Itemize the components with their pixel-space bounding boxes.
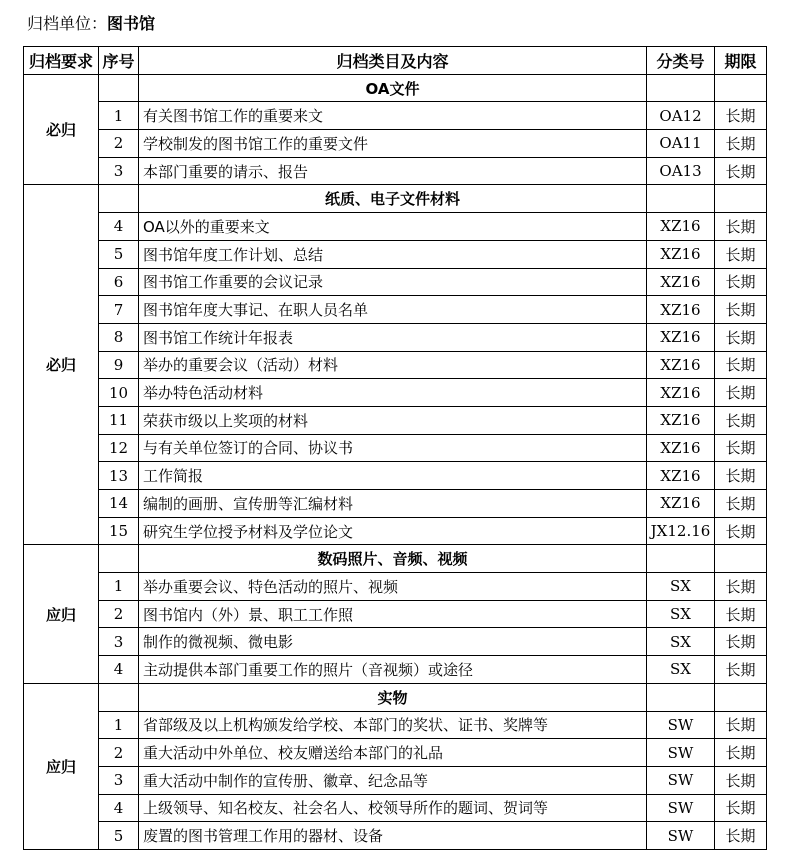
row-class-code: SW	[647, 822, 715, 850]
row-period: 长期	[715, 379, 767, 407]
table-row	[24, 213, 767, 241]
row-number: 10	[99, 379, 139, 407]
row-number: 2	[99, 600, 139, 628]
row-period: 长期	[715, 766, 767, 794]
row-number: 1	[99, 711, 139, 739]
row-number: 4	[99, 656, 139, 684]
empty-cell	[715, 683, 767, 711]
row-number: 3	[99, 157, 139, 185]
archive-unit-value: 图书馆	[107, 14, 156, 33]
row-item: 与有关单位签订的合同、协议书	[139, 434, 647, 462]
row-class-code: SX	[647, 573, 715, 601]
row-class-code: SW	[647, 739, 715, 767]
row-class-code: OA12	[647, 102, 715, 130]
table-row	[24, 517, 767, 545]
table-row	[24, 323, 767, 351]
row-class-code: XZ16	[647, 462, 715, 490]
row-period: 长期	[715, 351, 767, 379]
row-item: 主动提供本部门重要工作的照片（音视频）或途径	[139, 656, 647, 684]
group-header-row	[24, 683, 767, 711]
row-class-code: XZ16	[647, 296, 715, 324]
row-number: 2	[99, 130, 139, 158]
empty-cell	[647, 185, 715, 213]
row-period: 长期	[715, 573, 767, 601]
row-item: 编制的画册、宣传册等汇编材料	[139, 490, 647, 518]
table-row	[24, 794, 767, 822]
table-row	[24, 739, 767, 767]
table-row	[24, 351, 767, 379]
table-row	[24, 600, 767, 628]
requirement-cell: 应归	[24, 545, 99, 683]
group-title: 数码照片、音频、视频	[139, 545, 647, 573]
row-period: 长期	[715, 296, 767, 324]
row-class-code: SX	[647, 600, 715, 628]
table-body	[24, 74, 767, 849]
empty-cell	[715, 74, 767, 102]
row-period: 长期	[715, 130, 767, 158]
archive-unit-line	[27, 12, 155, 36]
row-class-code: SW	[647, 766, 715, 794]
row-item: 荣获市级以上奖项的材料	[139, 406, 647, 434]
table-row	[24, 268, 767, 296]
row-class-code: OA13	[647, 157, 715, 185]
table-row	[24, 240, 767, 268]
group-header-row	[24, 545, 767, 573]
table-row	[24, 379, 767, 407]
table-row	[24, 656, 767, 684]
col-header-item: 归档类目及内容	[139, 47, 647, 75]
row-number: 1	[99, 102, 139, 130]
row-number: 15	[99, 517, 139, 545]
row-period: 长期	[715, 157, 767, 185]
row-number: 7	[99, 296, 139, 324]
row-class-code: SW	[647, 794, 715, 822]
row-item: 省部级及以上机构颁发给学校、本部门的奖状、证书、奖牌等	[139, 711, 647, 739]
row-item: 举办的重要会议（活动）材料	[139, 351, 647, 379]
row-item: 重大活动中制作的宣传册、徽章、纪念品等	[139, 766, 647, 794]
requirement-cell: 必归	[24, 185, 99, 545]
row-item: 制作的微视频、微电影	[139, 628, 647, 656]
row-period: 长期	[715, 822, 767, 850]
row-number: 3	[99, 628, 139, 656]
requirement-cell: 必归	[24, 74, 99, 185]
row-period: 长期	[715, 240, 767, 268]
group-header-row	[24, 185, 767, 213]
table-row	[24, 434, 767, 462]
table-row	[24, 130, 767, 158]
requirement-cell: 应归	[24, 683, 99, 849]
table-row	[24, 102, 767, 130]
table-row	[24, 628, 767, 656]
row-number: 14	[99, 490, 139, 518]
row-item: 图书馆工作重要的会议记录	[139, 268, 647, 296]
row-number: 13	[99, 462, 139, 490]
row-item: 重大活动中外单位、校友赠送给本部门的礼品	[139, 739, 647, 767]
empty-cell	[99, 683, 139, 711]
row-item: OA以外的重要来文	[139, 213, 647, 241]
row-number: 5	[99, 240, 139, 268]
archive-unit-label: 归档单位：	[27, 14, 108, 33]
empty-cell	[715, 545, 767, 573]
table-row	[24, 766, 767, 794]
row-period: 长期	[715, 102, 767, 130]
row-period: 长期	[715, 656, 767, 684]
col-header-period: 期限	[715, 47, 767, 75]
row-class-code: SX	[647, 656, 715, 684]
table-row	[24, 296, 767, 324]
row-item: 举办重要会议、特色活动的照片、视频	[139, 573, 647, 601]
row-number: 6	[99, 268, 139, 296]
group-title: 纸质、电子文件材料	[139, 185, 647, 213]
row-period: 长期	[715, 600, 767, 628]
row-class-code: XZ16	[647, 213, 715, 241]
row-period: 长期	[715, 434, 767, 462]
row-period: 长期	[715, 711, 767, 739]
empty-cell	[715, 185, 767, 213]
table-row	[24, 573, 767, 601]
row-number: 9	[99, 351, 139, 379]
row-class-code: XZ16	[647, 351, 715, 379]
table-row	[24, 822, 767, 850]
row-number: 12	[99, 434, 139, 462]
row-item: 本部门重要的请示、报告	[139, 157, 647, 185]
row-class-code: XZ16	[647, 406, 715, 434]
empty-cell	[647, 545, 715, 573]
row-class-code: XZ16	[647, 323, 715, 351]
row-period: 长期	[715, 213, 767, 241]
table-row	[24, 406, 767, 434]
empty-cell	[647, 74, 715, 102]
row-number: 11	[99, 406, 139, 434]
row-class-code: SW	[647, 711, 715, 739]
row-item: 废置的图书管理工作用的器材、设备	[139, 822, 647, 850]
row-class-code: XZ16	[647, 490, 715, 518]
row-period: 长期	[715, 323, 767, 351]
row-period: 长期	[715, 462, 767, 490]
group-title: 实物	[139, 683, 647, 711]
row-item: 举办特色活动材料	[139, 379, 647, 407]
row-class-code: XZ16	[647, 240, 715, 268]
row-period: 长期	[715, 268, 767, 296]
row-item: 图书馆工作统计年报表	[139, 323, 647, 351]
row-class-code: JX12.16	[647, 517, 715, 545]
row-number: 3	[99, 766, 139, 794]
table-row	[24, 462, 767, 490]
row-item: 工作简报	[139, 462, 647, 490]
row-class-code: XZ16	[647, 379, 715, 407]
row-period: 长期	[715, 517, 767, 545]
row-period: 长期	[715, 739, 767, 767]
col-header-number: 序号	[99, 47, 139, 75]
row-number: 2	[99, 739, 139, 767]
empty-cell	[647, 683, 715, 711]
row-class-code: OA11	[647, 130, 715, 158]
empty-cell	[99, 74, 139, 102]
table-row	[24, 711, 767, 739]
row-item: 图书馆年度大事记、在职人员名单	[139, 296, 647, 324]
row-period: 长期	[715, 628, 767, 656]
col-header-requirement: 归档要求	[24, 47, 99, 75]
row-class-code: SX	[647, 628, 715, 656]
archive-table	[23, 46, 767, 850]
row-number: 4	[99, 794, 139, 822]
row-number: 8	[99, 323, 139, 351]
row-class-code: XZ16	[647, 434, 715, 462]
empty-cell	[99, 545, 139, 573]
row-item: 图书馆内（外）景、职工工作照	[139, 600, 647, 628]
row-item: 学校制发的图书馆工作的重要文件	[139, 130, 647, 158]
table-row	[24, 157, 767, 185]
group-title: OA文件	[139, 74, 647, 102]
empty-cell	[99, 185, 139, 213]
table-row	[24, 490, 767, 518]
row-item: 有关图书馆工作的重要来文	[139, 102, 647, 130]
row-item: 图书馆年度工作计划、总结	[139, 240, 647, 268]
col-header-class: 分类号	[647, 47, 715, 75]
row-period: 长期	[715, 490, 767, 518]
group-header-row	[24, 74, 767, 102]
row-item: 研究生学位授予材料及学位论文	[139, 517, 647, 545]
row-item: 上级领导、知名校友、社会名人、校领导所作的题词、贺词等	[139, 794, 647, 822]
row-number: 1	[99, 573, 139, 601]
row-period: 长期	[715, 794, 767, 822]
row-number: 5	[99, 822, 139, 850]
row-class-code: XZ16	[647, 268, 715, 296]
row-number: 4	[99, 213, 139, 241]
row-period: 长期	[715, 406, 767, 434]
table-header-row	[24, 47, 767, 75]
